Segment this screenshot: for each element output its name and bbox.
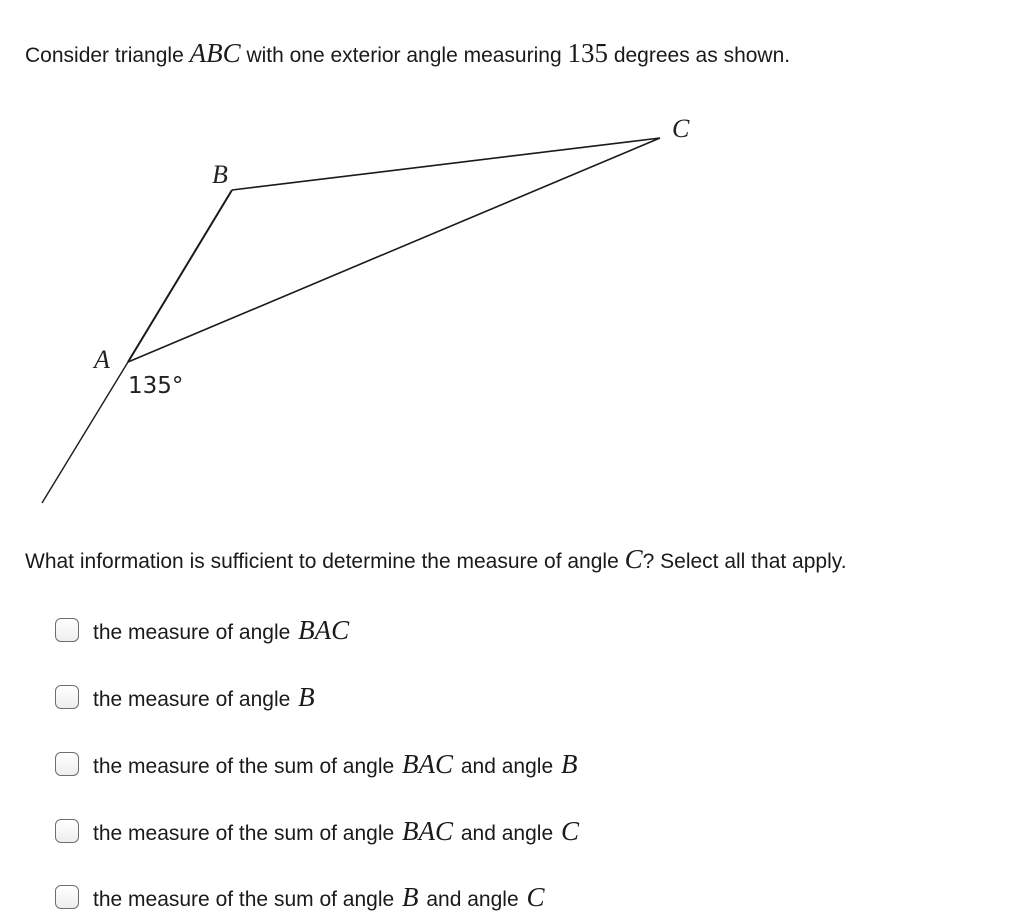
angle-value: 135 [567,38,608,68]
option-math-2: C [560,815,579,846]
option-text-mid: and angle [460,821,554,845]
problem-statement [25,38,790,69]
option-2[interactable] [55,679,317,715]
option-math-1: B [298,681,315,712]
option-3[interactable] [55,746,579,782]
prompt-text-before: Consider triangle [25,44,184,67]
side-bc [232,138,660,190]
vertex-c-label: C [672,114,690,143]
side-ab [128,190,232,362]
option-math-2: C [526,881,545,912]
exterior-angle-label: 135° [128,373,184,399]
triangle-figure [0,100,720,520]
checkbox[interactable] [55,885,79,909]
option-label [93,749,579,780]
vertex-b-label: B [212,160,228,189]
checkbox[interactable] [55,819,79,843]
question-before: What information is sufficient to determine the measure of angle [25,550,619,573]
question-after: ? Select all that apply. [642,550,847,573]
option-4[interactable] [55,813,581,849]
option-math-1: BAC [402,815,454,846]
option-math-2: B [560,748,578,779]
option-label [93,615,351,646]
checkbox[interactable] [55,618,79,642]
triangle-name: ABC [189,38,241,68]
option-text: the measure of the sum of angle [93,887,395,911]
checkbox[interactable] [55,685,79,709]
option-1[interactable] [55,612,351,648]
option-label [93,682,317,713]
option-math-1: BAC [298,614,350,645]
extension-line [42,362,128,503]
option-label [93,816,581,847]
checkbox[interactable] [55,752,79,776]
option-text: the measure of the sum of angle [93,821,395,845]
side-ac [128,138,660,362]
prompt-text-after: degrees as shown. [613,44,791,67]
prompt-text-mid: with one exterior angle measuring [246,44,562,67]
option-text: the measure of angle [93,620,291,644]
vertex-a-label: A [94,345,110,374]
option-math-1: BAC [402,748,454,779]
option-text-mid: and angle [460,754,554,778]
question-text [25,544,847,575]
question-angle: C [624,544,643,574]
option-text-mid: and angle [426,887,519,911]
option-5[interactable] [55,879,547,915]
option-text: the measure of the sum of angle [93,754,395,778]
option-math-1: B [402,881,419,912]
option-text: the measure of angle [93,687,291,711]
